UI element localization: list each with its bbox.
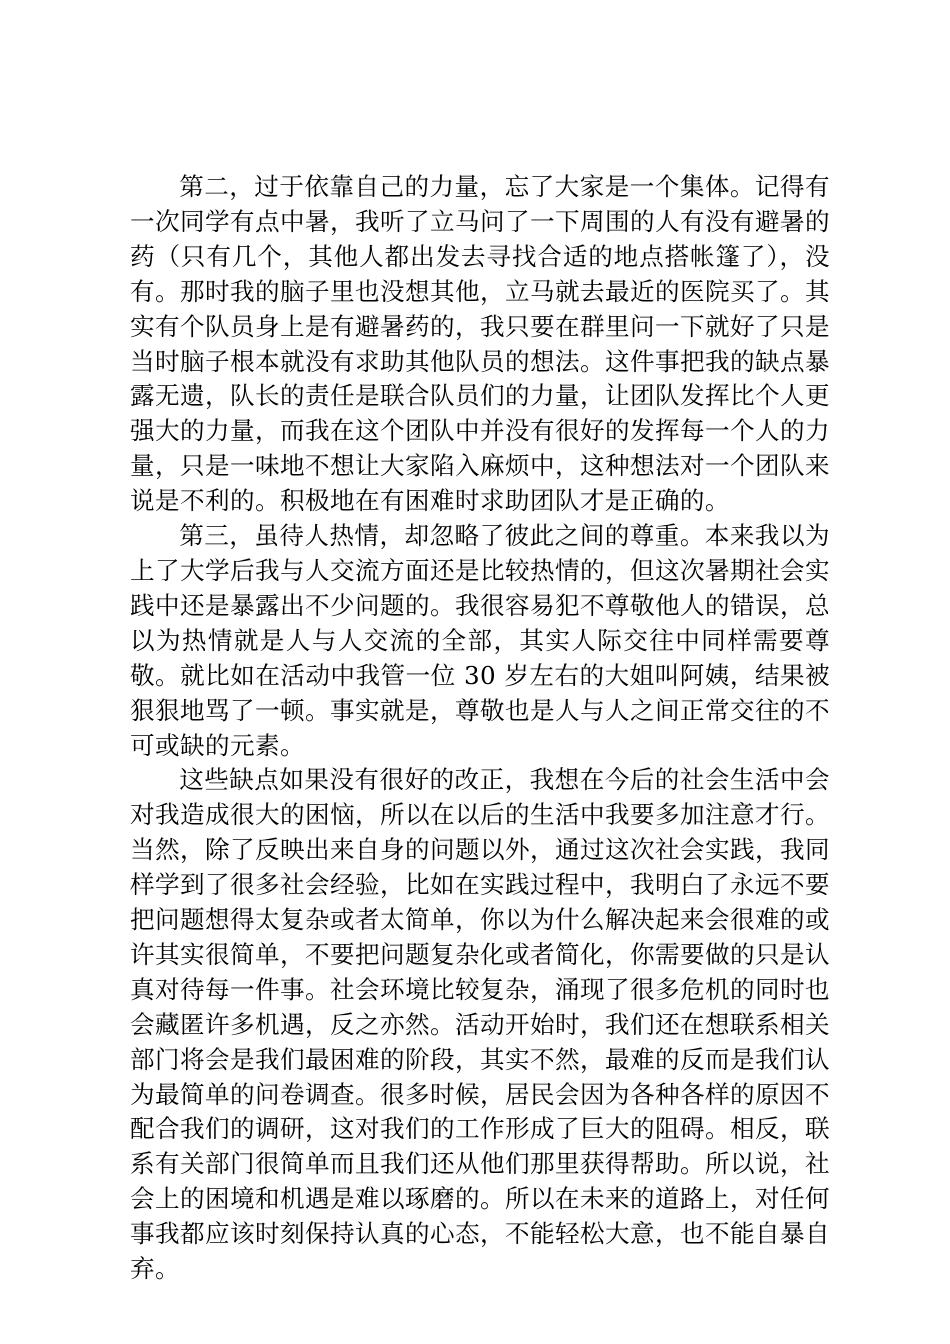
paragraph-second-point: 第二，过于依靠自己的力量，忘了大家是一个集体。记得有一次同学有点中暑，我听了立马问了一下周围的人有没有避暑的药（只有几个，其他人都出发去寻找合适的地点搭帐篷了），没有。那时我的脑子里也没想其他，立马就去最近的医院买了。其实有个队员身上是有避暑药的，我只要在群里问一下就好了只是当时脑子根本就没有求助其他队员的想法。这件事把我的缺点暴露无遗，队长的责任是联合队员们的力量，让团队发挥比个人更强大的力量，而我在这个团队中并没有很好的发挥每一个人的力量，只是一味地不想让大家陷入麻烦中，这种想法对一个团队来说是不利的。积极地在有困难时求助团队才是正确的。: [130, 172, 830, 516]
document-body: [130, 170, 830, 1287]
paragraph-third-point: 第三，虽待人热情，却忽略了彼此之间的尊重。本来我以为上了大学后我与人交流方面还是比较热情的，但这次暑期社会实践中还是暴露出不少问题的。我很容易犯不尊敬他人的错误，总以为热情就是人与人交流的全部，其实人际交往中同样需要尊敬。就比如在活动中我管一位 30 岁左右的大姐叫阿姨，结果被狠狠地骂了一顿。事实就是，尊敬也是人与人之间正常交往的不可或缺的元素。: [130, 521, 830, 760]
paragraph-conclusion: 这些缺点如果没有很好的改正，我想在今后的社会生活中会对我造成很大的困恼，所以在以后的生活中我要多加注意才行。当然，除了反映出来自身的问题以外，通过这次社会实践，我同样学到了很多社会经验，比如在实践过程中，我明白了永远不要把问题想得太复杂或者太简单，你以为什么解决起来会很难的或许其实很简单，不要把问题复杂化或者简化，你需要做的只是认真对待每一件事。社会环境比较复杂，涌现了很多危机的同时也会藏匿许多机遇，反之亦然。活动开始时，我们还在想联系相关部门将会是我们最困难的阶段，其实不然，最难的反而是我们认为最简单的问卷调查。很多时候，居民会因为各种各样的原因不配合我们的调研，这对我们的工作形成了巨大的阻碍。相反，联系有关部门很简单而且我们还从他们那里获得帮助。所以说，社会上的困境和机遇是难以琢磨的。所以在未来的道路上，对任何事我都应该时刻保持认真的心态，不能轻松大意，也不能自暴自弃。: [130, 765, 830, 1284]
